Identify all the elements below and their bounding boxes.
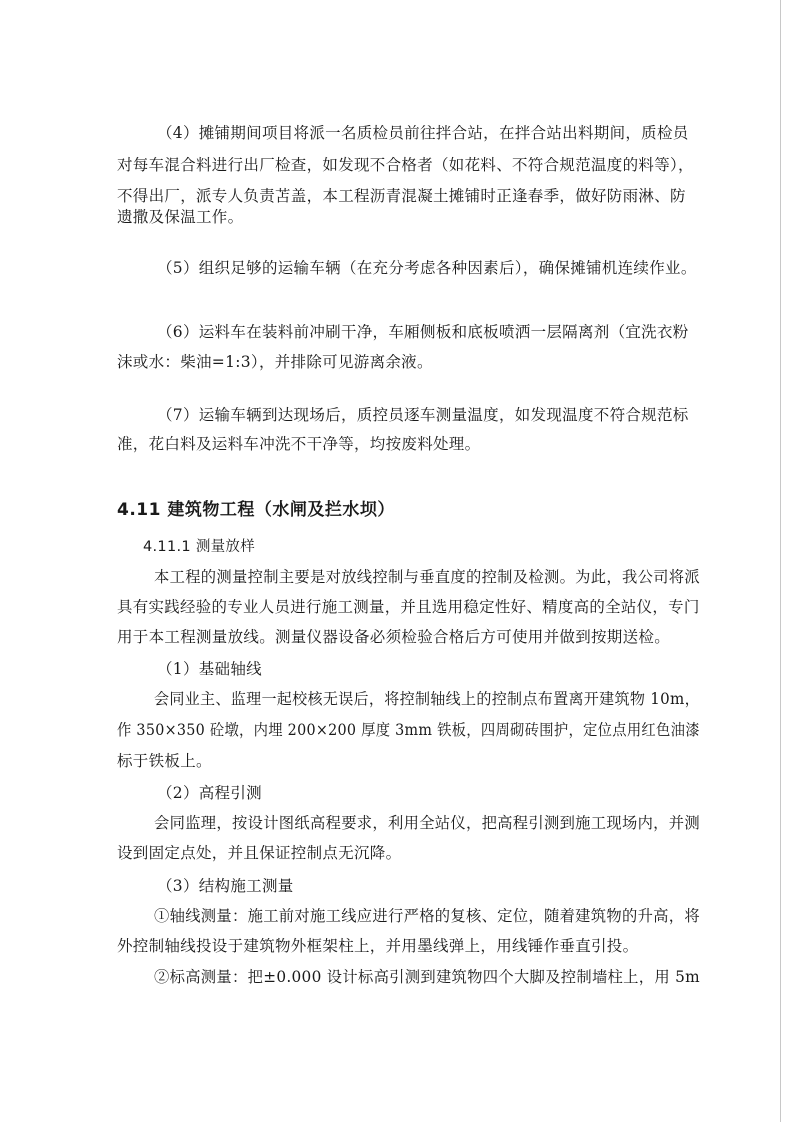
item-4-line-4: 遗撒及保温工作。 [117,208,244,226]
item-5-line-1: （5）组织足够的运输车辆（在充分考虑各种因素后），确保摊铺机连续作业。 [157,259,697,277]
item-4-line-3: 不得出厂，派专人负责苫盖，本工程沥青混凝土摊铺时正逢春季，做好防雨淋、防 [117,187,686,205]
item-2-line-2: 设到固定点处，并且保证控制点无沉降。 [117,844,402,862]
intro-line-1: 本工程的测量控制主要是对放线控制与垂直度的控制及检测。为此，我公司将派 [154,568,700,586]
item-2-title: （2）高程引测 [157,784,262,802]
item-1-line-1: 会同业主、监理一起校核无误后，将控制轴线上的控制点布置离开建筑物 10m， [154,690,700,708]
item-7-line-1: （7）运输车辆到达现场后，质控员逐车测量温度，如发现温度不符合规范标 [157,406,689,424]
item-2-line-1: 会同监理，按设计图纸高程要求，利用全站仪，把高程引测到施工现场内，并测 [154,814,700,832]
item-7-line-2: 准，花白料及运料车冲洗不干净等，均按废料处理。 [117,435,481,453]
scan-edge-line [780,0,781,1122]
item-1-line-2: 作 350×350 砼墩，内埋 200×200 厚度 3mm 铁板，四周砌砖围护，定位点用红色油漆 [117,721,700,739]
intro-line-3: 用于本工程测量放线。测量仪器设备必须检验合格后方可使用并做到按期送检。 [117,628,671,646]
item-3-title: （3）结构施工测量 [157,877,294,895]
section-heading: 4.11 建筑物工程（水闸及拦水坝） [117,500,395,520]
subsection-heading: 4.11.1 测量放样 [143,539,256,555]
item-3-line-2: 外控制轴线投设于建筑物外框架柱上，并用墨线弹上，用线锤作垂直引投。 [117,937,639,955]
item-4-line-2: 对每车混合料进行出厂检查，如发现不合格者（如花料、不符合规范温度的料等）， [117,156,694,174]
item-1-title: （1）基础轴线 [157,660,262,678]
item-6-line-1: （6）运料车在装料前冲刷干净，车厢侧板和底板喷洒一层隔离剂（宜洗衣粉 [157,323,689,341]
item-6-line-2: 沫或水：柴油=1:3），并排除可见游离余液。 [117,353,433,371]
item-3-line-3: ②标高测量：把±0.000 设计标高引测到建筑物四个大脚及控制墙柱上，用 5m [154,968,700,986]
item-1-line-3: 标于铁板上。 [117,752,212,770]
intro-line-2: 具有实践经验的专业人员进行施工测量，并且选用稳定性好、精度高的全站仪，专门 [117,598,700,616]
item-4-line-1: （4）摊铺期间项目将派一名质检员前往拌合站，在拌合站出料期间，质检员 [157,124,689,142]
item-3-line-1: ①轴线测量：施工前对施工线应进行严格的复核、定位，随着建筑物的升高，将 [154,907,700,925]
